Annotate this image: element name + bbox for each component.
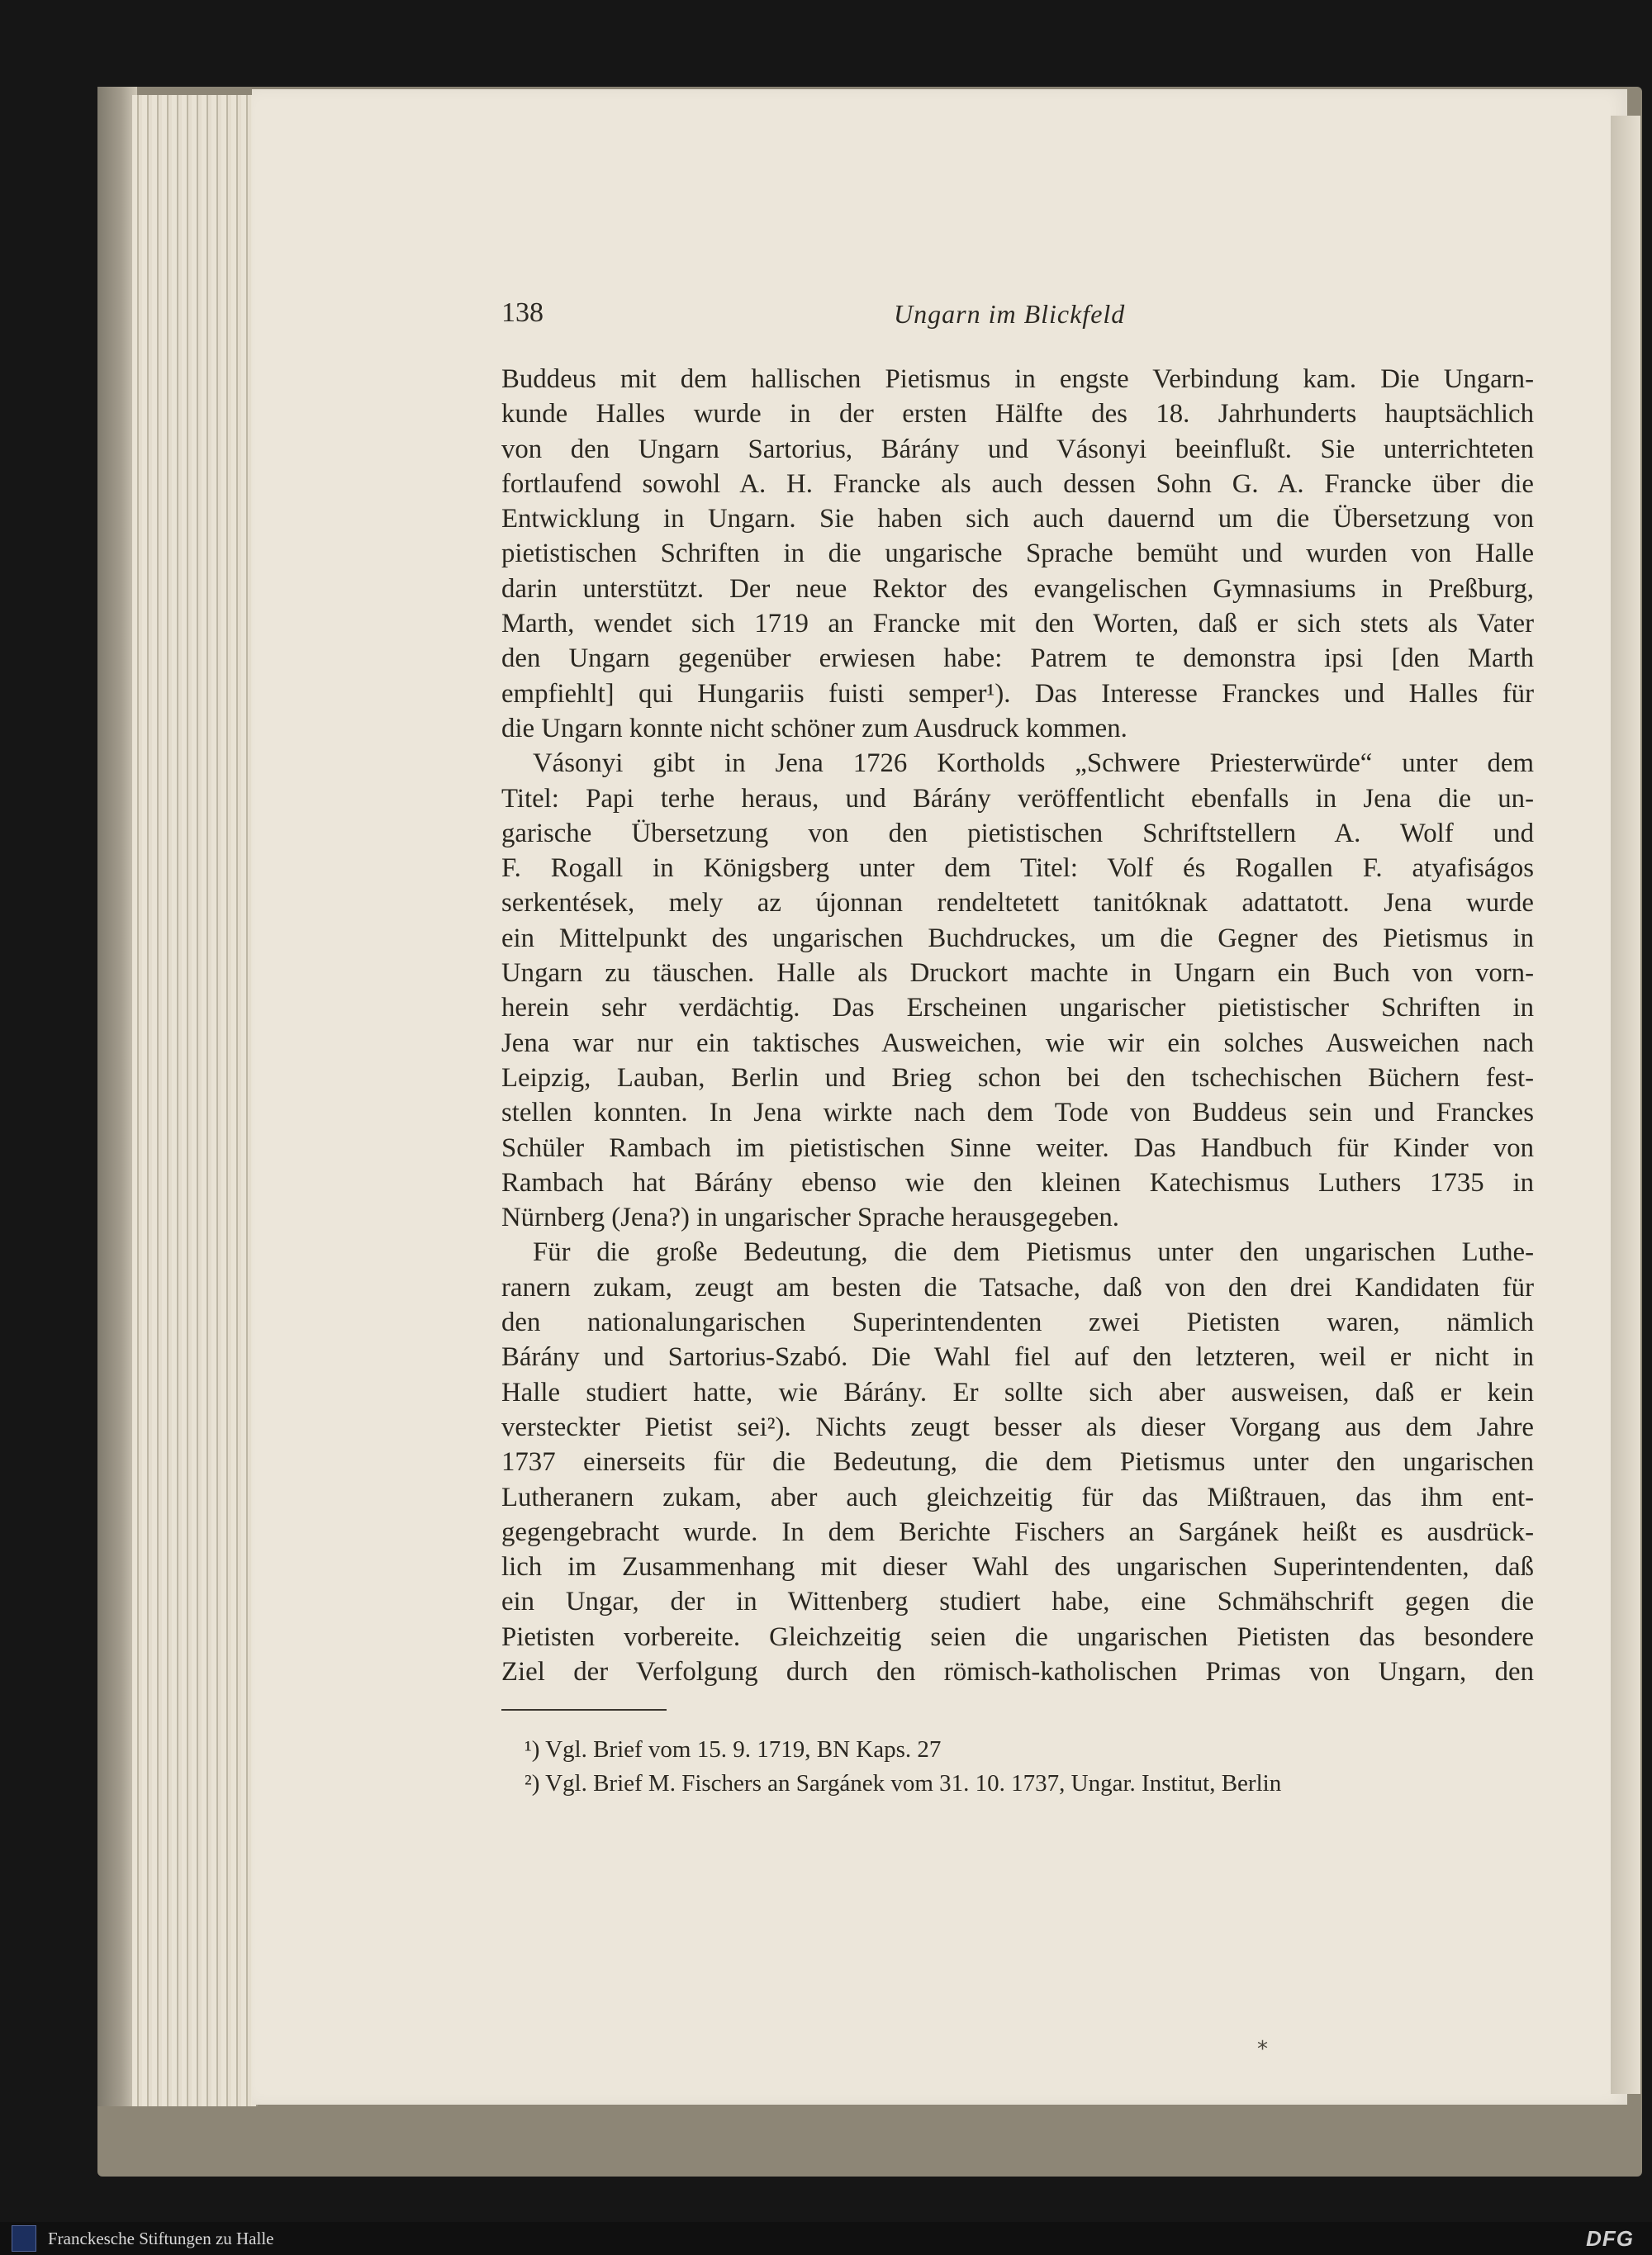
text-line: Halle studiert hatte, wie Bárány. Er sollte sich aber ausweisen, daß er kein	[501, 1377, 1534, 1408]
text-line: Leipzig, Lauban, Berlin und Brieg schon bei den tschechischen Büchern fest-	[501, 1062, 1534, 1093]
page-header	[501, 297, 1534, 347]
text-line: ranern zukam, zeugt am besten die Tatsache, daß von den drei Kandidaten für	[501, 1272, 1534, 1303]
footnote: ¹) Vgl. Brief vom 15. 9. 1719, BN Kaps. 27	[525, 1736, 942, 1763]
right-page-edge	[1611, 116, 1640, 2094]
text-line: serkentések, mely az újonnan rendeltetett tanitóknak adattatott. Jena wurde	[501, 888, 1534, 919]
book-cover-edge	[97, 87, 137, 2106]
text-line: Rambach hat Bárány ebenso wie den kleinen Katechismus Luthers 1735 in	[501, 1167, 1534, 1198]
text-line: Lutheranern zukam, aber auch gleichzeitig für das Mißtrauen, das ihm ent-	[501, 1482, 1534, 1512]
text-line: die Ungarn konnte nicht schöner zum Ausdruck kommen.	[501, 713, 1127, 743]
text-line: F. Rogall in Königsberg unter dem Titel: Volf és Rogallen F. atyafiságos	[501, 853, 1534, 884]
text-line: kunde Halles wurde in der ersten Hälfte des 18. Jahrhunderts hauptsächlich	[501, 399, 1534, 430]
text-line: darin unterstützt. Der neue Rektor des evangelischen Gymnasiums in Preßburg,	[501, 573, 1534, 604]
footnote-divider	[501, 1709, 667, 1711]
text-line: Buddeus mit dem hallischen Pietismus in engste Verbindung kam. Die Ungarn-	[501, 364, 1534, 394]
text-line: Für die große Bedeutung, die dem Pietismus unter den ungarischen Luthe-	[533, 1237, 1534, 1268]
text-line: Titel: Papi terhe heraus, und Bárány veröffentlicht ebenfalls in Jena die un-	[501, 783, 1534, 814]
text-line: gegengebracht wurde. In dem Berichte Fischers an Sargánek heißt es ausdrück-	[501, 1517, 1534, 1547]
text-line: ein Ungar, der in Wittenberg studiert habe, eine Schmähschrift gegen die	[501, 1587, 1534, 1617]
dfg-logo: DFG	[1586, 2226, 1634, 2251]
text-line: pietistischen Schriften in die ungarische Sprache bemüht und wurden von Halle	[501, 539, 1534, 569]
text-line: empfiehlt] qui Hungariis fuisti semper¹). Das Interesse Franckes und Halles für	[501, 678, 1534, 709]
text-line: Ungarn zu täuschen. Halle als Druckort machte in Ungarn ein Buch von vorn-	[501, 958, 1534, 989]
text-line: Jena war nur ein taktisches Ausweichen, wie wir ein solches Ausweichen nach	[501, 1028, 1534, 1058]
body-text	[501, 362, 1534, 1689]
text-line: Pietisten vorbereite. Gleichzeitig seien die ungarischen Pietisten das besondere	[501, 1621, 1534, 1652]
text-line: Ziel der Verfolgung durch den römisch-katholischen Primas von Ungarn, den	[501, 1656, 1534, 1687]
text-line: von den Ungarn Sartorius, Bárány und Vásonyi beeinflußt. Sie unterrichteten	[501, 434, 1534, 464]
text-line: Schüler Rambach im pietistischen Sinne weiter. Das Handbuch für Kinder von	[501, 1132, 1534, 1163]
text-line: 1737 einerseits für die Bedeutung, die dem Pietismus unter den ungarischen	[501, 1447, 1534, 1478]
text-line: ein Mittelpunkt des ungarischen Buchdruckes, um die Gegner des Pietismus in	[501, 923, 1534, 953]
paper-blemish: ⁎	[1257, 2030, 1268, 2055]
text-line: Vásonyi gibt in Jena 1726 Kortholds „Schwere Priesterwürde“ unter dem	[533, 748, 1534, 779]
text-line: herein sehr verdächtig. Das Erscheinen ungarischer pietistischer Schriften in	[501, 993, 1534, 1023]
page-number: 138	[501, 297, 544, 328]
page-stack-edges	[132, 95, 258, 2106]
footnotes	[525, 1733, 1540, 1801]
text-line: lich im Zusammenhang mit dieser Wahl des ungarischen Superintendenten, daß	[501, 1552, 1534, 1583]
text-line: den Ungarn gegenüber erwiesen habe: Patrem te demonstra ipsi [den Marth	[501, 643, 1534, 674]
text-line: Marth, wendet sich 1719 an Francke mit den Worten, daß er sich stets als Vater	[501, 609, 1534, 639]
text-line: Entwicklung in Ungarn. Sie haben sich auch dauernd um die Übersetzung von	[501, 504, 1534, 534]
institution-logo-icon	[12, 2225, 36, 2252]
text-line: Nürnberg (Jena?) in ungarischer Sprache herausgegeben.	[501, 1203, 1119, 1233]
text-line: versteckter Pietist sei²). Nichts zeugt besser als dieser Vorgang aus dem Jahre	[501, 1412, 1534, 1442]
text-line: Bárány und Sartorius-Szabó. Die Wahl fiel auf den letzteren, weil er nicht in	[501, 1342, 1534, 1373]
text-line: garische Übersetzung von den pietistischen Schriftstellern A. Wolf und	[501, 818, 1534, 848]
text-line: den nationalungarischen Superintendenten zwei Pietisten waren, nämlich	[501, 1308, 1534, 1338]
footnote: ²) Vgl. Brief M. Fischers an Sargánek vom 31. 10. 1737, Ungar. Institut, Berlin	[525, 1770, 1282, 1797]
running-title: Ungarn im Blickfeld	[894, 299, 1126, 329]
footer-bar	[0, 2222, 1652, 2255]
text-line: fortlaufend sowohl A. H. Francke als auch dessen Sohn G. A. Francke über die	[501, 468, 1534, 499]
text-line: stellen konnten. In Jena wirkte nach dem Tode von Buddeus sein und Franckes	[501, 1098, 1534, 1128]
institution-label: Franckesche Stiftungen zu Halle	[48, 2229, 274, 2248]
